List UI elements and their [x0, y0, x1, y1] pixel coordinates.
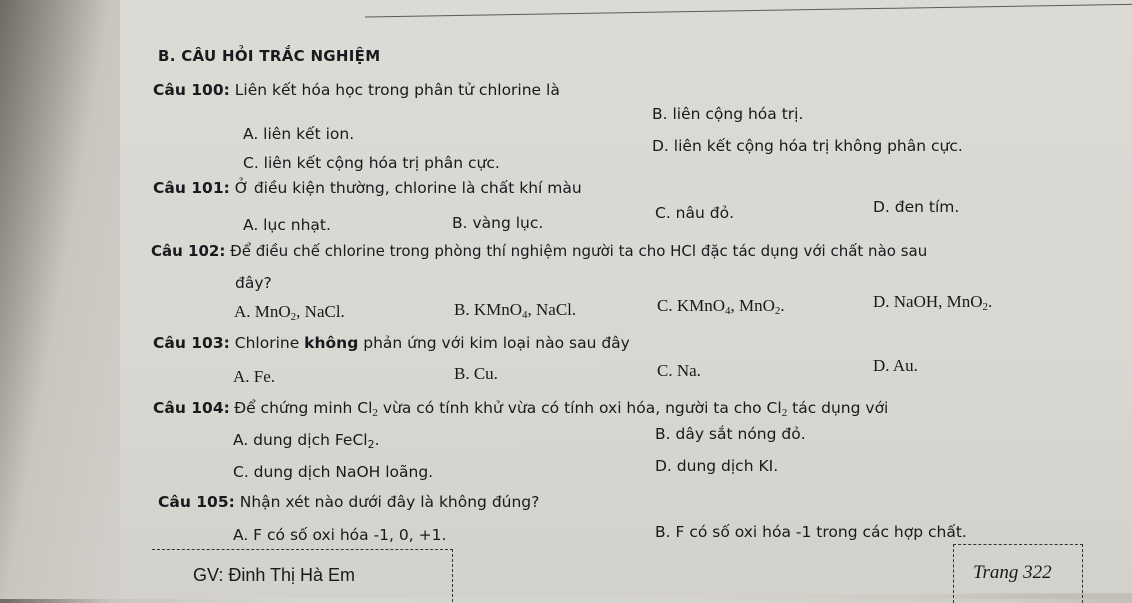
q103-option-a: A. Fe.: [233, 367, 276, 386]
subscript: 2: [774, 305, 781, 317]
question-stem: Để điều chế chlorine trong phòng thí nghiệm người ta cho HCl đặc tác dụng với chất nào sau: [230, 242, 928, 260]
question-stem-post: tác dụng với: [787, 399, 889, 417]
q101-option-c: C. nâu đỏ.: [655, 204, 734, 222]
formula-text: .: [988, 292, 993, 311]
formula-text: C. KMnO: [657, 296, 726, 315]
formula-text: B. KMnO: [454, 300, 523, 319]
option-text: .: [374, 431, 380, 449]
q102-option-c: [657, 296, 785, 316]
formula-text: .: [780, 296, 785, 315]
q102-option-b: [454, 300, 576, 320]
question-number: Câu 102:: [151, 242, 226, 260]
q104-option-d: D. dung dịch KI.: [655, 457, 779, 475]
question-102: [151, 241, 927, 261]
subscript: 2: [372, 407, 378, 419]
question-104: [153, 398, 888, 418]
q103-option-b: B. Cu.: [454, 364, 498, 383]
question-105: [158, 492, 539, 512]
q101-option-b: B. vàng lục.: [452, 214, 544, 232]
q105-option-b: B. F có số oxi hóa -1 trong các hợp chất.: [655, 523, 967, 541]
q101-option-d: D. đen tím.: [873, 198, 960, 216]
q104-option-b: B. dây sắt nóng đỏ.: [655, 425, 806, 443]
q100-option-d: D. liên kết cộng hóa trị không phân cực.: [652, 137, 963, 155]
q103-option-c: C. Na.: [657, 361, 701, 380]
question-stem: Nhận xét nào dưới đây là không đúng?: [239, 493, 540, 511]
question-stem-emphasis: không: [304, 334, 359, 352]
subscript: 2: [982, 301, 989, 313]
question-number: Câu 103:: [153, 334, 230, 352]
question-101: [153, 178, 582, 198]
footer-teacher: GV: Đinh Thị Hà Em: [193, 565, 356, 585]
q103-option-d: D. Au.: [873, 356, 918, 375]
subscript: 4: [522, 309, 528, 321]
question-stem-pre: Để chứng minh Cl: [234, 399, 373, 417]
subscript: 2: [290, 311, 297, 323]
q104-option-c: C. dung dịch NaOH loãng.: [233, 463, 434, 481]
subscript: 4: [725, 305, 731, 317]
question-number: Câu 105:: [158, 493, 235, 511]
question-stem-pre: Chlorine: [234, 334, 305, 352]
question-number: Câu 101:: [153, 179, 230, 197]
question-number: Câu 100:: [153, 81, 230, 99]
option-text: A. dung dịch FeCl: [233, 431, 368, 449]
page-number: Trang 322: [973, 562, 1052, 583]
question-stem-post: phản ứng với kim loại nào sau đây: [358, 334, 630, 352]
question-number: Câu 104:: [153, 399, 230, 417]
q104-option-a: [233, 430, 380, 450]
section-heading: B. CÂU HỎI TRẮC NGHIỆM: [158, 47, 381, 65]
question-stem: Liên kết hóa học trong phân tử chlorine là: [234, 81, 560, 99]
q105-option-a: A. F có số oxi hóa -1, 0, +1.: [233, 526, 447, 544]
question-103: [153, 333, 630, 353]
q102-option-a: [234, 302, 345, 322]
formula-text: A. MnO: [234, 302, 291, 321]
subscript: 2: [367, 438, 375, 451]
q100-option-c: C. liên kết cộng hóa trị phân cực.: [243, 154, 500, 172]
q102-option-d: [873, 292, 992, 312]
formula-text: D. NaOH, MnO: [873, 292, 983, 311]
q101-option-a: A. lục nhạt.: [243, 216, 331, 234]
formula-text: , NaCl.: [296, 302, 345, 321]
q100-option-a: A. liên kết ion.: [243, 125, 355, 143]
question-stem-mid: vừa có tính khử vừa có tính oxi hóa, người ta cho Cl: [377, 399, 782, 417]
header-rule: [365, 2, 1132, 18]
formula-text: , NaCl.: [527, 300, 577, 319]
formula-text: , MnO: [730, 296, 775, 315]
subscript: 2: [781, 407, 788, 419]
q100-option-b: B. liên cộng hóa trị.: [652, 105, 804, 123]
question-102-cont: đây?: [235, 274, 272, 292]
question-100: [153, 80, 560, 100]
question-stem: Ở điều kiện thường, chlorine là chất khí màu: [234, 179, 582, 197]
